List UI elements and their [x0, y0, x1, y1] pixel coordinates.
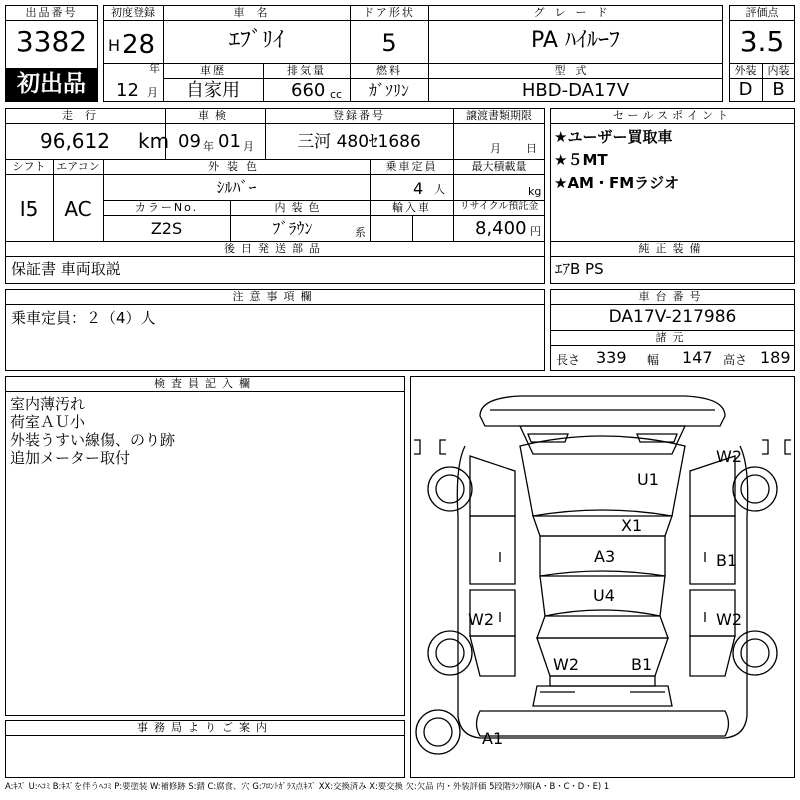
capacity-label: 乗車定員: [385, 160, 438, 173]
max-load-label: 最大積載量: [471, 160, 527, 173]
max-load-unit: kg: [528, 185, 542, 198]
later-parts: 保証書 車両取説: [11, 260, 121, 278]
model-label: 型式: [554, 64, 597, 77]
first-reg-label: 初度登録: [111, 6, 155, 19]
length-label: 長さ: [556, 353, 581, 367]
month-unit: 月: [147, 86, 158, 99]
mark-w2-rear-left: W2: [553, 655, 579, 674]
lot-number: 3382: [15, 25, 88, 58]
capacity: 4: [413, 179, 424, 198]
genuine-label: 純正装備: [638, 242, 707, 255]
mark-u1: U1: [637, 470, 659, 489]
mark-b1-rear-right: B1: [631, 655, 653, 674]
later-parts-label: 後日発送部品: [224, 242, 326, 255]
sales-point-1: ★ユーザー買取車: [554, 128, 673, 146]
inspection-label: 車検: [198, 109, 232, 122]
sales-point-3: ★AM・FMラジオ: [554, 174, 680, 192]
height-label: 高さ: [723, 353, 748, 367]
door-label: ドア形状: [363, 6, 415, 19]
ext-color: ｼﾙﾊﾞｰ: [216, 178, 257, 197]
exterior-label: 外装: [734, 64, 757, 77]
reg-no-label: 登録番号: [333, 109, 385, 122]
mark-w2-front-right: W2: [716, 447, 742, 466]
history-label: 車歴: [200, 64, 226, 77]
doors: 5: [381, 29, 397, 57]
recycle: 8,400: [475, 218, 527, 239]
int-color: ﾌﾞﾗｳﾝ: [272, 219, 313, 238]
int-color-label: 内装色: [274, 201, 326, 214]
office-label: 事務局よりご案内: [137, 721, 273, 734]
year-unit: 年: [149, 62, 160, 75]
width-label: 幅: [647, 353, 660, 367]
sales-points-label: セールスポイント: [612, 109, 732, 122]
height: 189: [760, 348, 791, 367]
mileage-label: 走行: [62, 109, 108, 122]
ext-color-label: 外装色: [208, 160, 265, 173]
width: 147: [682, 348, 713, 367]
grade: PA ﾊｲﾙｰﾌ: [531, 28, 620, 53]
first-reg-year: 28: [122, 30, 156, 60]
car-diagram: [410, 376, 795, 778]
sales-point-2: ★５MT: [554, 151, 608, 169]
transfer-label: 譲渡書類期限: [466, 109, 532, 122]
inspection-month-unit: 月: [243, 140, 254, 153]
import-label: 輸入車: [392, 201, 431, 214]
mileage: 96,612: [40, 129, 110, 153]
mark-u4: U4: [593, 586, 615, 605]
history: 自家用: [186, 80, 240, 101]
interior-grade: B: [772, 79, 785, 100]
inspector-note-1: 室内薄汚れ: [10, 395, 86, 413]
legend: A:ｷｽﾞ U:ﾍｺﾐ B:ｷｽﾞを伴うﾍｺﾐ P:要塗装 W:補修跡 S:錆 C:腐食、穴 G:ﾌﾛﾝﾄｶﾞﾗｽ点ｷｽﾞ XX:交換済み X:要交換 欠:欠品 内・外装評価 5段階ﾗﾝｸ順(A・B・C・D・E) 1: [5, 782, 610, 791]
inspector-note-2: 荷室ＡＵ小: [10, 413, 86, 431]
first-reg-month: 12: [116, 80, 139, 101]
aircon-label: エアコン: [56, 160, 100, 173]
fuel-label: 燃料: [376, 64, 402, 77]
mark-a3: A3: [594, 547, 616, 566]
yen-unit: 円: [530, 225, 541, 238]
mark-a1: A1: [482, 729, 504, 748]
era-letter: H: [108, 36, 121, 55]
inspector-note-4: 追加メーター取付: [10, 449, 131, 467]
notes-label: 注意事項欄: [232, 290, 318, 303]
chassis-no: DA17V-217986: [608, 307, 737, 327]
exterior-grade: D: [738, 79, 753, 100]
lot-label: 出品番号: [25, 6, 78, 19]
inspector-label: 検査員記入欄: [154, 377, 256, 390]
shift: I5: [19, 197, 39, 221]
mark-w2-right: W2: [716, 610, 742, 629]
cc-unit: cc: [330, 88, 343, 101]
mark-x1: X1: [621, 516, 643, 535]
inspection-year: 09: [178, 131, 201, 152]
int-color-unit: 系: [355, 226, 366, 239]
shift-label: シフト: [12, 160, 46, 173]
car-name: ｴﾌﾞﾘｲ: [228, 28, 284, 53]
inspection-month: 01: [218, 131, 241, 152]
chassis-label: 車台番号: [638, 290, 707, 303]
registration: 三河 480ｾ1686: [297, 132, 421, 152]
capacity-unit: 人: [434, 183, 445, 196]
transfer-month-unit: 月: [490, 142, 501, 155]
interior-label: 内装: [767, 64, 790, 77]
first-listing-badge: 初出品: [6, 68, 97, 101]
inspection-year-unit: 年: [203, 140, 214, 153]
fuel: ｶﾞｿﾘﾝ: [368, 81, 409, 100]
inspector-note-3: 外装うすい線傷、のり跡: [10, 431, 176, 449]
notes: 乗車定員：２（4）人: [11, 309, 156, 327]
transfer-day-unit: 日: [526, 142, 537, 155]
displacement: 660: [291, 80, 326, 101]
color-no-label: カラーNo.: [134, 201, 199, 214]
model-code: HBD-DA17V: [521, 80, 630, 101]
genuine: ｴｱB PS: [555, 260, 604, 278]
grade-label: グレード: [533, 6, 618, 19]
car-name-label: 車名: [233, 6, 280, 19]
recycle-label: リサイクル預託金: [459, 201, 539, 212]
mark-w2-left: W2: [468, 610, 494, 629]
aircon: AC: [64, 197, 92, 221]
mark-b1-right: B1: [716, 551, 738, 570]
specs-label: 諸元: [655, 331, 690, 344]
displacement-label: 排気量: [287, 64, 326, 77]
score-label: 評価点: [745, 6, 779, 19]
score: 3.5: [739, 25, 785, 58]
km-unit: km: [138, 129, 170, 153]
length: 339: [596, 348, 627, 367]
color-no: Z2S: [150, 219, 183, 238]
